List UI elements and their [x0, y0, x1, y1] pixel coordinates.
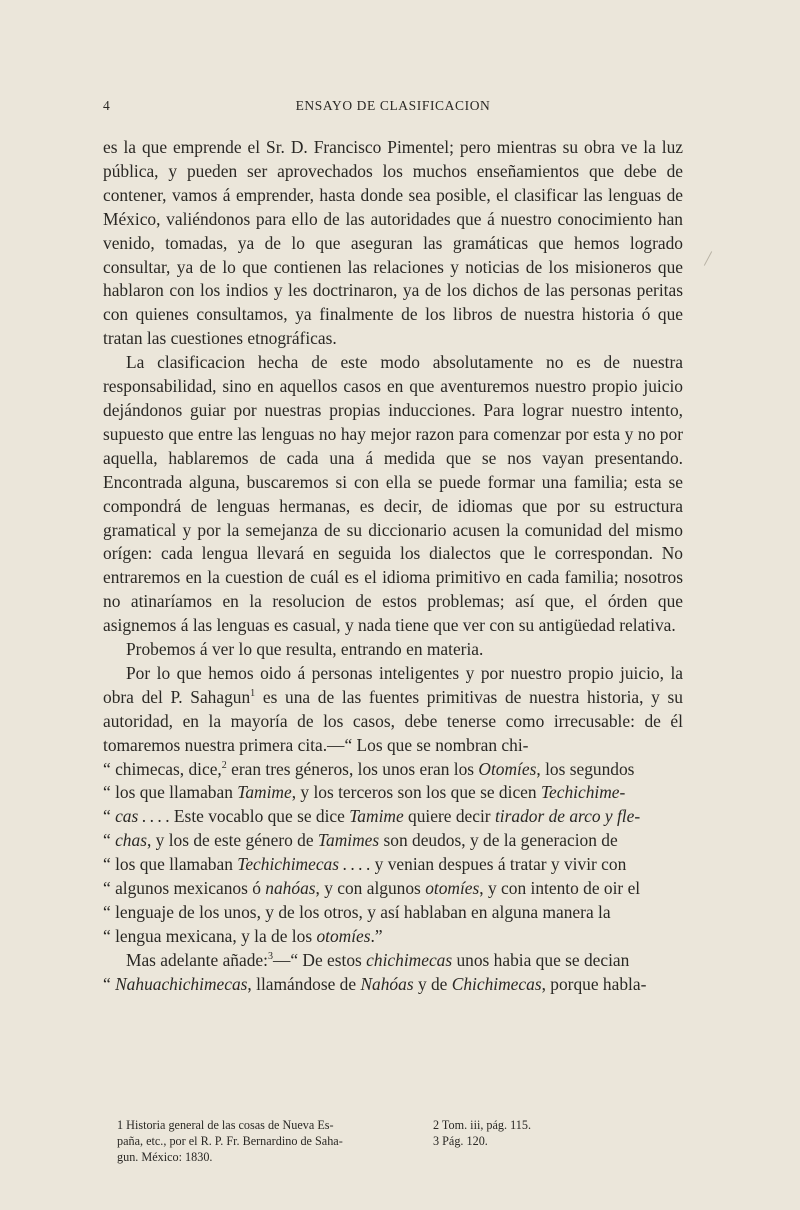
running-title: ENSAYO DE CLASIFICACION: [295, 98, 491, 113]
paragraph-5-cont: “ Nahuachichimecas, llamándose de Nahóas y de Chichimecas, porque habla-: [103, 973, 647, 994]
body-text: [103, 136, 683, 997]
margin-pencil-mark: [704, 251, 712, 266]
quote-line-2: “ los que llamaban Tamime, y los terceros son los que se dicen Techichime-: [103, 782, 626, 803]
page-header: [103, 98, 683, 118]
quote-line-5: “ los que llamaban Techichimecas . . . . y venian despues á tratar y vivir con: [103, 854, 627, 875]
paragraph-4: [103, 662, 683, 758]
quote-line-3: “ cas . . . . Este vocablo que se dice Tamime quiere decir tirador de arco y fle-: [103, 806, 641, 827]
quote-line-1: “ chimecas, dice,$^2$ eran tres géneros, los unos eran los Otomíes, los segundos: [103, 758, 635, 779]
quote-block: [103, 758, 683, 949]
page-number: 4: [103, 98, 111, 113]
p4-mid: es una de las fuentes primitivas de nuestra historia, y su autoridad, en la mayoría de los casos, debe tenerse como irrecusable: de él tomaremos nuestra primera cita.—“ Los que se nombran chi-: [103, 686, 684, 755]
paragraph-3: Probemos á ver lo que resulta, entrando en materia.: [126, 639, 484, 660]
footnote-3: 3 Pág. 120.: [433, 1134, 488, 1148]
paragraph-2: La clasificacion hecha de este modo absolutamente no es de nuestra responsabilidad, sino en aquellos casos en que aventuremos nuestro propio juicio dejándonos guiar por nuestras propias inducciones. Para lograr nuestro intento, supuesto que entre las lenguas no hay mejor razon para comenzar por esta y no por aquella, hablaremos de cada una á medida que se nos vayan presentando. Encontrada alguna, buscaremos si con ella se puede formar una familia; esta se compondrá de lenguas hermanas, es decir, de idiomas que por su estructura gramatical y por la semejanza de su diccionario acusen la comunidad del mismo orígen: cada lengua llevará en seguida los dialectos que le correspondan. No entraremos en la cuestion de cuál es el idioma primitivo en cada familia; nosotros no atinaríamos en la resolucion de estos problemas; así que, el órden que asignemos á las lenguas es casual, y nada tiene que ver con su antigüedad relativa.: [103, 352, 683, 636]
footnote-ref-3: 3: [267, 951, 273, 963]
paragraph-1: es la que emprende el Sr. D. Francisco Pimentel; pero mientras su obra ve la luz pública, y pueden ser aprovechados los muchos enseñamientos que debe de contener, vamos á emprender, hasta donde sea posible, el clasificar las lenguas de México, valiéndonos para ello de las autoridades que á nuestro conocimiento han venido, tomadas, ya de lo que aseguran las gramáticas que hemos logrado consultar, ya de lo que contienen las relaciones y noticias de los misioneros que hablaron con los indios y les doctrinaron, ya de los dichos de las personas peritas con quienes consultamos, ya finalmente de los libros de nuestra historia ó que tratan las cuestiones etnográficas.: [103, 137, 683, 349]
quote-line-6: “ algunos mexicanos ó nahóas, y con algunos otomíes, y con intento de oir el: [103, 878, 641, 899]
footnote-ref-2: 2: [221, 759, 227, 771]
footnotes-2-3: [433, 1117, 673, 1149]
quote-line-7: “ lenguaje de los unos, y de los otros, y así hablaban en alguna manera la: [103, 902, 611, 922]
paragraph-5: Mas adelante añade:$^3$—“ De estos chichimecas unos habia que se decian: [126, 949, 630, 970]
quote-line-4: “ chas, y los de este género de Tamimes son deudos, y de la generacion de: [103, 830, 618, 851]
quote-line-8: “ lengua mexicana, y la de los otomíes.”: [103, 925, 383, 946]
p4-intro: Por lo que hemos oido á personas inteligentes y por nuestro propio juicio, la obra del P. Sahagun: [103, 662, 683, 707]
footnote-2: 2 Tom. iii, pág. 115.: [433, 1118, 531, 1132]
footnote-ref-1: 1: [250, 688, 256, 700]
footnote-1: 1 Historia general de las cosas de Nueva Es- paña, etc., por el R. P. Fr. Bernardino de Saha- gun. México: 1830.: [117, 1118, 343, 1164]
